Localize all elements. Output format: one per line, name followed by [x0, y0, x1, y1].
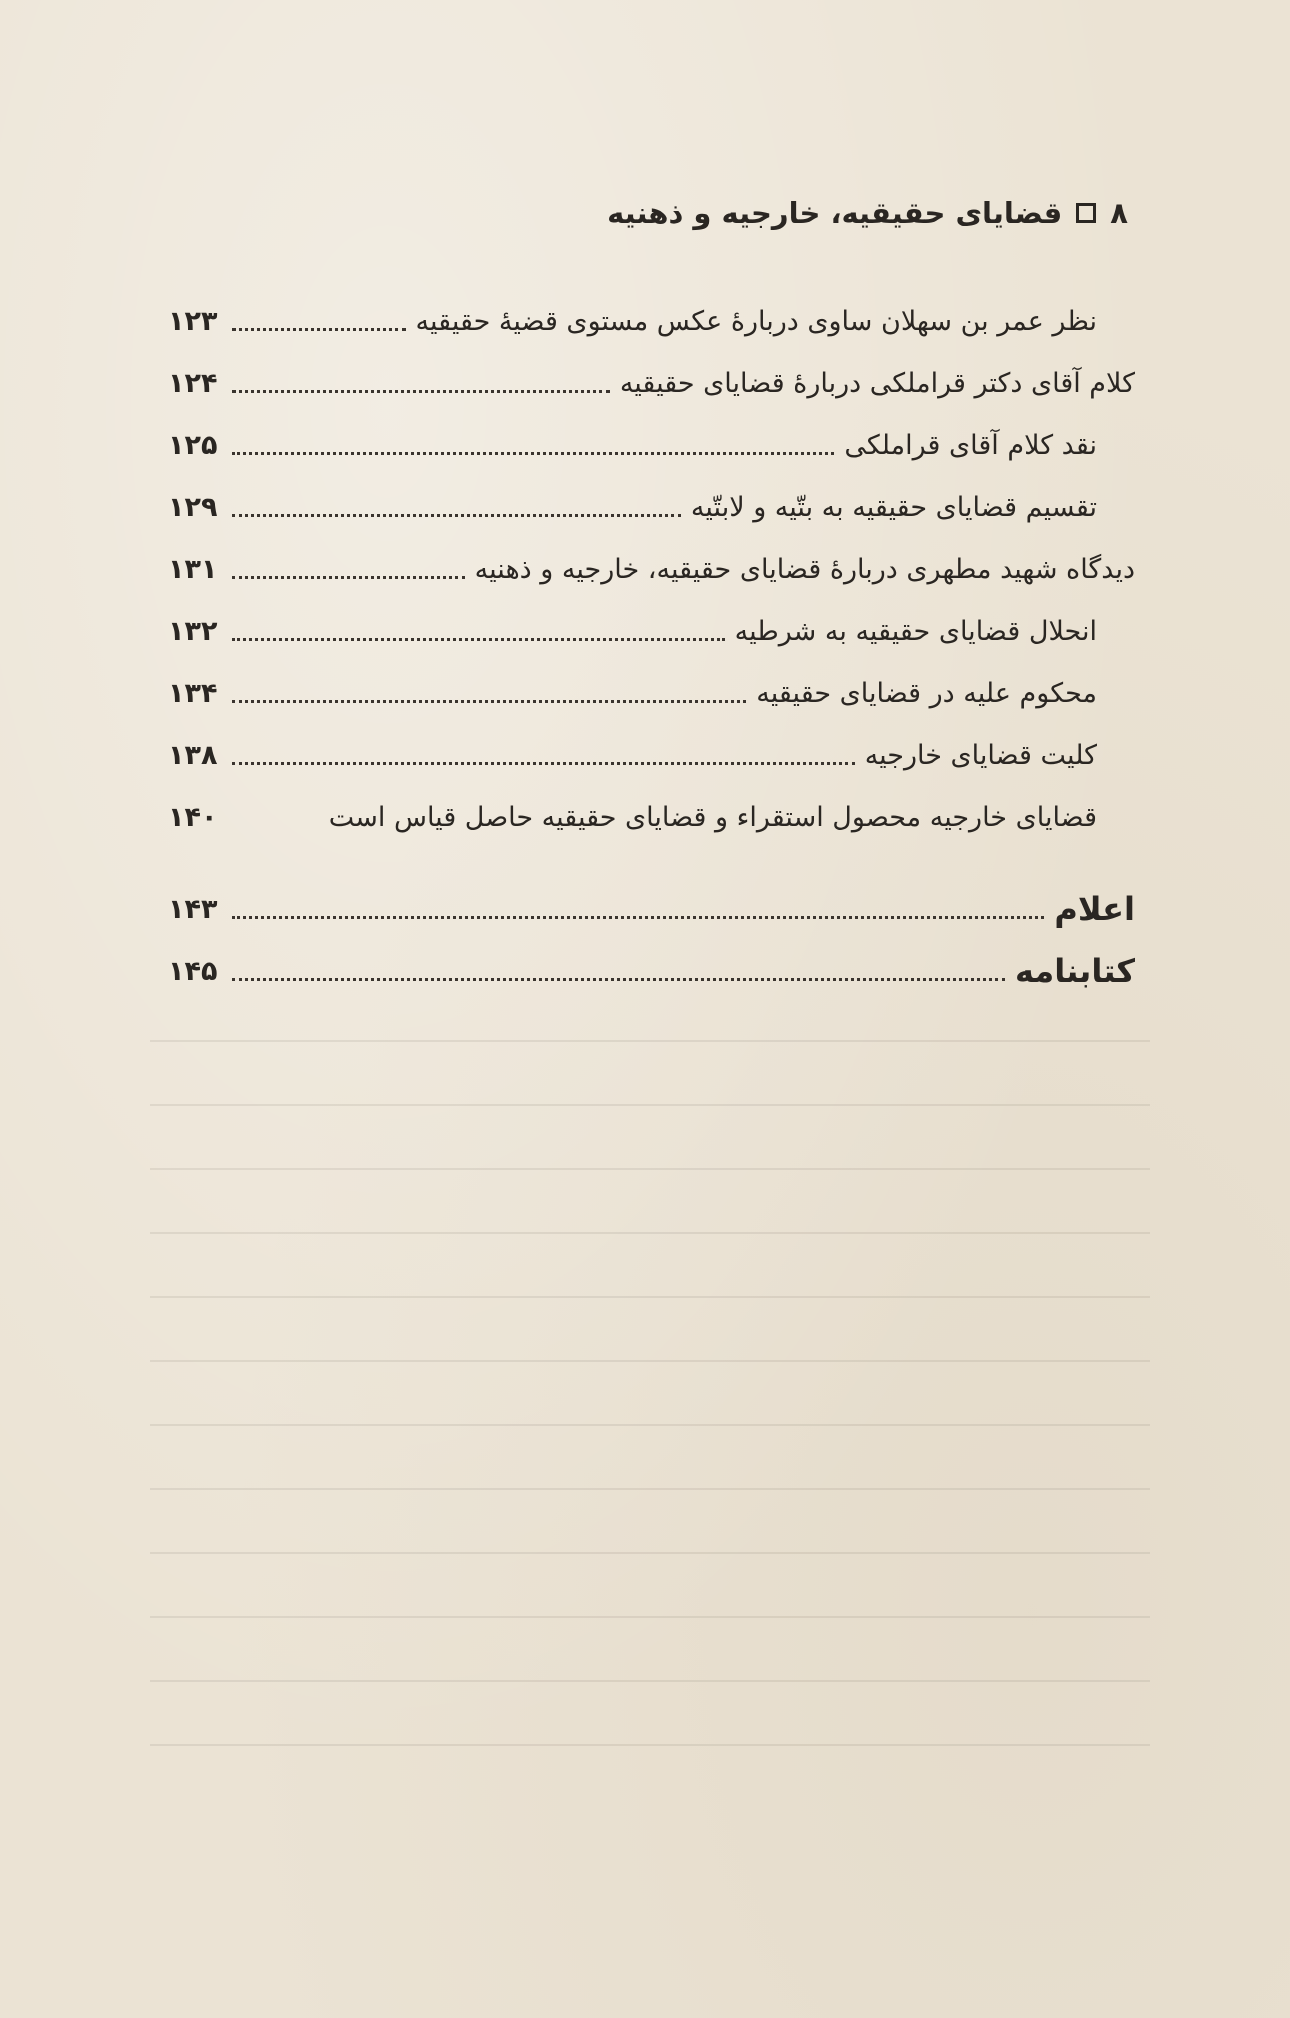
running-header — [607, 196, 1128, 230]
toc-entry-page: ۱۲۹ — [168, 491, 218, 523]
running-title: قضایای حقیقیه، خارجیه و ذهنیه — [607, 196, 1063, 230]
toc-entry-page: ۱۳۸ — [168, 739, 218, 771]
toc-entry — [168, 290, 1135, 352]
square-bullet-icon — [1076, 203, 1096, 223]
toc-entry-page: ۱۲۳ — [168, 305, 218, 337]
dot-leader — [232, 762, 855, 765]
toc-entry-page: ۱۳۱ — [168, 553, 218, 585]
toc-entry — [168, 414, 1135, 476]
toc-major-entry — [168, 940, 1135, 1002]
toc-entry-title: نقد کلام آقای قراملکی — [844, 429, 1097, 461]
toc-entry — [168, 724, 1135, 786]
page-number: ۸ — [1110, 196, 1128, 230]
toc-major-page: ۱۴۵ — [168, 955, 218, 987]
toc-entry-page: ۱۲۵ — [168, 429, 218, 461]
bleed-through-texture — [150, 1040, 1150, 1940]
toc-entry-page: ۱۲۴ — [168, 367, 218, 399]
dot-leader — [232, 916, 1044, 919]
table-of-contents — [168, 290, 1135, 1002]
toc-entry-title: قضایای خارجیه محصول استقراء و قضایای حقیقیه حاصل قیاس است — [328, 801, 1097, 833]
toc-entry-title: محکوم علیه در قضایای حقیقیه — [756, 677, 1097, 709]
toc-entry — [168, 352, 1135, 414]
toc-entry — [168, 600, 1135, 662]
dot-leader — [232, 824, 319, 827]
toc-entry-title: دیدگاه شهید مطهری دربارهٔ قضایای حقیقیه، خارجیه و ذهنیه — [474, 553, 1135, 585]
toc-entry-title: کلام آقای دکتر قراملکی دربارهٔ قضایای حقیقیه — [619, 367, 1135, 399]
dot-leader — [232, 390, 610, 393]
toc-major-entry — [168, 878, 1135, 940]
toc-entry-page: ۱۳۴ — [168, 677, 218, 709]
toc-entry-page: ۱۳۲ — [168, 615, 218, 647]
toc-entry-title: کلیت قضایای خارجیه — [864, 739, 1097, 771]
toc-major-title: اعلام — [1054, 890, 1135, 928]
toc-entry-title: تقسیم قضایای حقیقیه به بتّیه و لابتّیه — [690, 491, 1097, 523]
toc-entry-page: ۱۴۰ — [168, 801, 218, 833]
toc-entry-title: انحلال قضایای حقیقیه به شرطیه — [734, 615, 1097, 647]
section-spacer — [168, 848, 1135, 878]
dot-leader — [232, 328, 406, 331]
dot-leader — [232, 700, 746, 703]
toc-entry-title: نظر عمر بن سهلان ساوی دربارهٔ عکس مستوی قضیهٔ حقیقیه — [415, 305, 1097, 337]
toc-entry — [168, 538, 1135, 600]
dot-leader — [232, 514, 681, 517]
dot-leader — [232, 452, 834, 455]
toc-entry — [168, 476, 1135, 538]
dot-leader — [232, 638, 725, 641]
dot-leader — [232, 978, 1005, 981]
toc-entry — [168, 662, 1135, 724]
dot-leader — [232, 576, 465, 579]
toc-major-title: کتابنامه — [1015, 952, 1135, 990]
toc-entry — [168, 786, 1135, 848]
toc-major-page: ۱۴۳ — [168, 893, 218, 925]
